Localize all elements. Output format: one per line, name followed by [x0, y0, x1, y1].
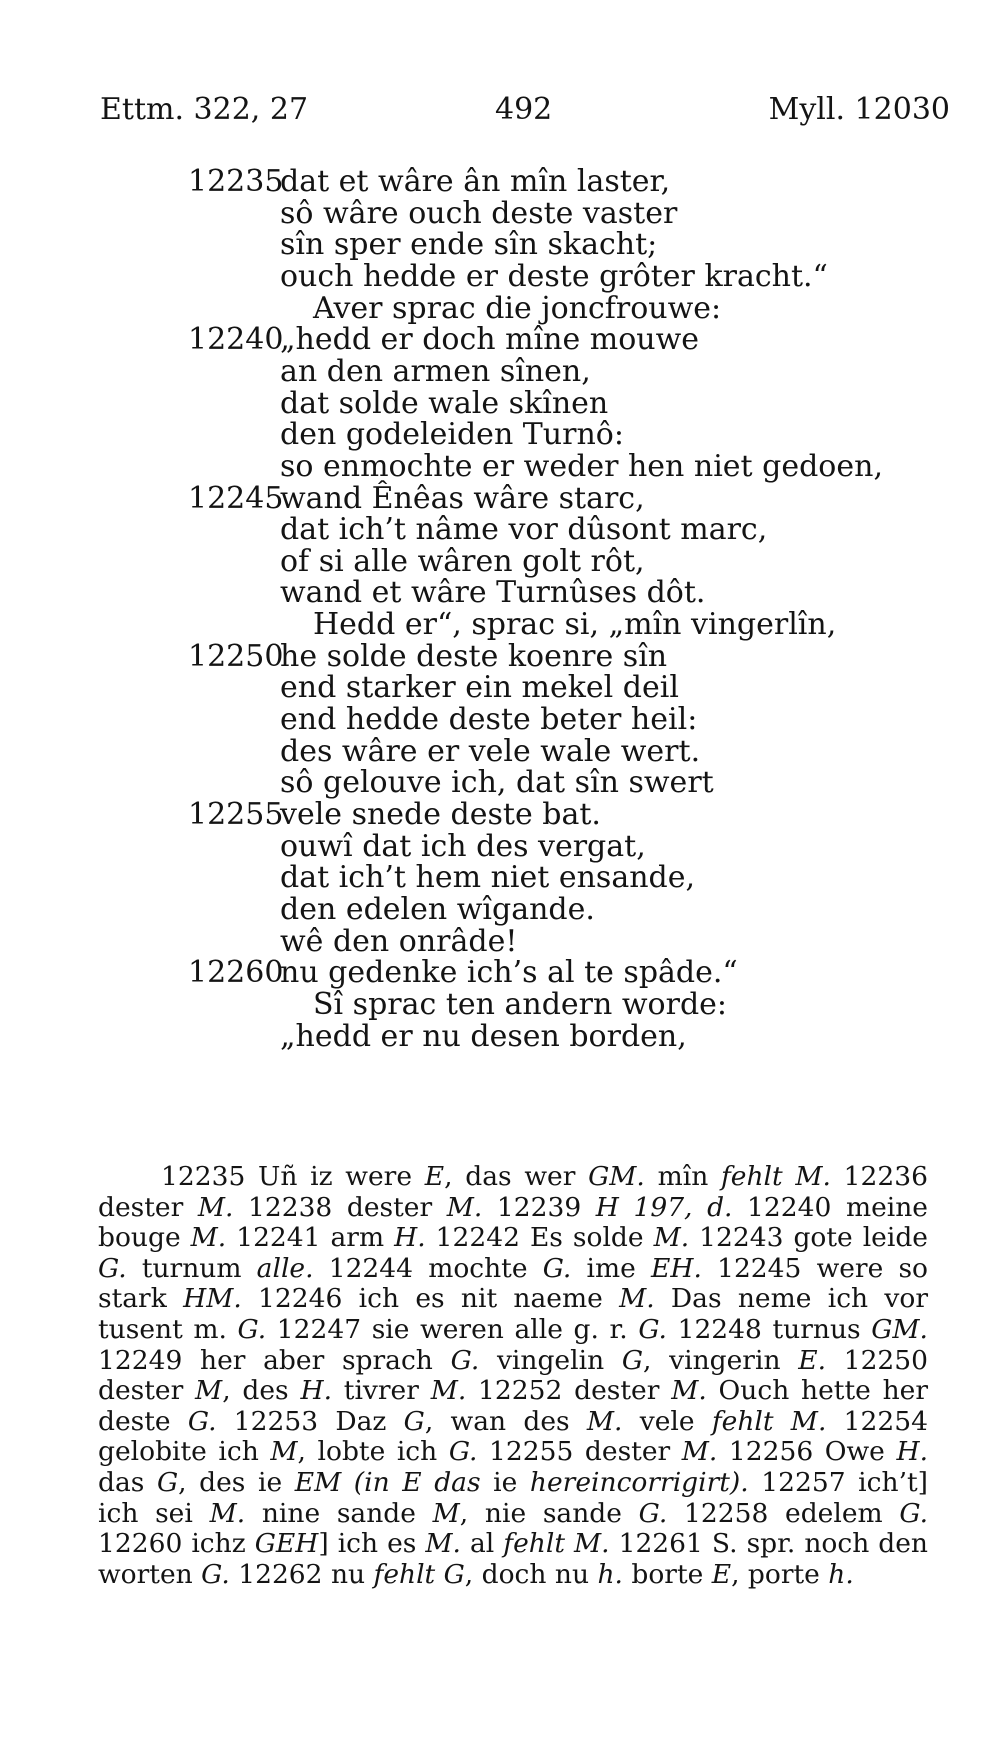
- apparatus-text: vele: [622, 1405, 712, 1437]
- apparatus-text: tivrer: [332, 1375, 431, 1407]
- apparatus-text: 12246 ich es nit naeme: [241, 1283, 620, 1315]
- page-number: 492: [495, 92, 553, 127]
- verse-line: [0, 291, 1000, 326]
- apparatus-siglum: fehlt M.: [503, 1528, 610, 1560]
- verse-line: [0, 734, 1000, 769]
- verse-text: of si alle wâren golt rôt,: [280, 543, 645, 579]
- verse-line: [0, 575, 1000, 610]
- apparatus-siglum: G.: [201, 1558, 230, 1590]
- verse-text: des wâre er vele wale wert.: [280, 733, 701, 769]
- apparatus-text: 12260 ichz: [98, 1528, 255, 1560]
- apparatus-siglum: alle.: [256, 1252, 314, 1284]
- apparatus-text: 12253 Daz: [216, 1405, 404, 1437]
- verse-line: [0, 639, 1000, 674]
- apparatus-text: 12249 her aber sprach: [98, 1344, 451, 1376]
- verse-text: dat et wâre ân mîn laster,: [280, 164, 671, 199]
- apparatus-siglum: E: [424, 1161, 445, 1192]
- apparatus-text: ime: [571, 1252, 652, 1284]
- apparatus-text: , wan des: [424, 1405, 587, 1437]
- verse-line: [0, 924, 1000, 959]
- verse-line: [0, 607, 1000, 642]
- apparatus-siglum: M.: [653, 1222, 690, 1254]
- verse-line: [0, 860, 1000, 895]
- apparatus-text: 12244 mochte: [313, 1252, 543, 1284]
- apparatus-text: vingelin: [479, 1344, 622, 1376]
- apparatus-text: 12256 Owe: [717, 1436, 897, 1468]
- apparatus-siglum: G.: [542, 1252, 572, 1284]
- apparatus-siglum: GM.: [871, 1313, 928, 1345]
- apparatus-siglum: M: [195, 1375, 223, 1407]
- apparatus-text: 12247 sie weren alle g. r.: [266, 1313, 639, 1345]
- apparatus-siglum: H 197, d.: [595, 1191, 733, 1223]
- apparatus-text: mîn: [644, 1161, 721, 1192]
- apparatus-siglum: h.: [597, 1558, 623, 1590]
- verse-text: end starker ein mekel deil: [280, 670, 679, 706]
- apparatus-text: , nie sande: [459, 1497, 639, 1529]
- verse-text: he solde deste koenre sîn: [280, 638, 668, 674]
- verse-line: [0, 797, 1000, 832]
- apparatus-text: , das wer: [444, 1161, 589, 1192]
- verse-line: [0, 829, 1000, 864]
- apparatus-siglum: G: [403, 1405, 425, 1437]
- verse-number: 12235: [188, 164, 284, 199]
- verse-line: [0, 1019, 1000, 1054]
- verse-text: Sî sprac ten andern worde:: [313, 986, 728, 1022]
- apparatus-siglum: G.: [450, 1344, 480, 1376]
- verse-text: ouwî dat ich des vergat,: [280, 828, 646, 864]
- verse-line: [0, 354, 1000, 389]
- apparatus-text: 12258 edelem: [667, 1497, 900, 1529]
- apparatus-siglum: G.: [237, 1313, 267, 1345]
- apparatus-siglum: E.: [798, 1344, 826, 1376]
- apparatus-siglum: M.: [197, 1191, 234, 1223]
- verse-text: dat ich’t hem niet ensande,: [280, 860, 696, 896]
- apparatus-siglum: M: [270, 1436, 298, 1468]
- apparatus-text: borte: [622, 1558, 712, 1590]
- apparatus-text: ] ich es: [318, 1528, 426, 1560]
- verse-text: „hedd er doch mîne mouwe: [280, 322, 700, 358]
- apparatus-siglum: M.: [586, 1405, 623, 1437]
- verse-line: [0, 670, 1000, 705]
- verse-line: [0, 322, 1000, 357]
- apparatus-text: nine sande: [245, 1497, 433, 1529]
- verse-line: [0, 955, 1000, 990]
- verse-line: [0, 196, 1000, 231]
- verse-line: [0, 259, 1000, 294]
- apparatus-text: 12235 Uñ iz were: [161, 1161, 425, 1192]
- apparatus-siglum: M.: [671, 1375, 707, 1407]
- apparatus-text: 12254 gelobite ich: [98, 1405, 928, 1468]
- verse-line: [0, 512, 1000, 547]
- verse-line: [0, 892, 1000, 927]
- verse-text: nu gedenke ich’s al te spâde.“: [280, 955, 738, 991]
- apparatus-siglum: M.: [446, 1191, 483, 1223]
- verse-number: 12250: [188, 638, 284, 674]
- verse-line: [0, 417, 1000, 452]
- verse-text: wand et wâre Turnûses dôt.: [280, 575, 706, 611]
- verse-line: [0, 481, 1000, 516]
- apparatus-siglum: H.: [300, 1375, 332, 1407]
- apparatus-text: 12239: [482, 1191, 596, 1223]
- apparatus-siglum: M: [432, 1497, 460, 1529]
- verse-text: den godeleiden Turnô:: [280, 417, 624, 453]
- verse-text: Hedd er“, sprac si, „mîn vingerlîn,: [313, 607, 837, 643]
- apparatus-siglum: H.: [896, 1436, 928, 1468]
- verse-line: [0, 544, 1000, 579]
- verse-text: sô gelouve ich, dat sîn swert: [280, 765, 714, 801]
- apparatus-siglum: HM.: [183, 1283, 242, 1315]
- verse-text: ouch hedde er deste grôter kracht.“: [280, 258, 828, 294]
- apparatus-text: Das neme ich vor tusent m.: [98, 1283, 928, 1345]
- apparatus-text: , porte: [731, 1558, 829, 1590]
- apparatus-siglum: GM.: [588, 1161, 645, 1192]
- verse-number: 12255: [188, 797, 284, 832]
- apparatus-siglum: M.: [190, 1222, 227, 1254]
- apparatus-text: 12261 S. spr. noch den worten: [98, 1528, 928, 1590]
- apparatus-text: al: [460, 1528, 504, 1560]
- apparatus-siglum: GEH: [254, 1528, 319, 1560]
- apparatus-siglum: G: [156, 1466, 179, 1498]
- apparatus-text: , des ie: [178, 1466, 295, 1498]
- verse-text: „hedd er nu desen borden,: [280, 1018, 687, 1054]
- apparatus-text: 12248 turnus: [666, 1313, 872, 1345]
- apparatus-siglum: fehlt G: [373, 1558, 465, 1590]
- apparatus-text: 12240 meine bouge: [98, 1191, 928, 1254]
- critical-apparatus: [98, 1162, 928, 1590]
- apparatus-siglum: M.: [681, 1436, 718, 1468]
- verse-text: wê den onrâde!: [280, 923, 518, 959]
- apparatus-siglum: M.: [619, 1283, 655, 1315]
- apparatus-text: 12242 Es solde: [425, 1222, 654, 1254]
- header-right-reference: Myll. 12030: [768, 92, 950, 127]
- apparatus-siglum: h.: [828, 1558, 854, 1590]
- verse-line: [0, 164, 1000, 199]
- apparatus-text: Ouch hette her deste: [98, 1375, 928, 1437]
- verse-text: vele snede deste bat.: [280, 797, 601, 832]
- apparatus-text: , doch nu: [464, 1558, 598, 1590]
- verse-line: [0, 227, 1000, 262]
- apparatus-siglum: M.: [425, 1528, 461, 1560]
- apparatus-text: ie: [480, 1466, 530, 1498]
- verse-text: Aver sprac die joncfrouwe:: [313, 290, 722, 326]
- apparatus-siglum: fehlt M.: [720, 1161, 831, 1192]
- apparatus-siglum: EM (in E das: [294, 1466, 481, 1498]
- apparatus-siglum: fehlt M.: [711, 1405, 827, 1437]
- apparatus-text: 12236 dester: [98, 1161, 928, 1223]
- apparatus-text: 12250 dester: [98, 1344, 929, 1407]
- verse-text: end hedde deste beter heil:: [280, 702, 698, 738]
- apparatus-siglum: M.: [209, 1497, 246, 1529]
- apparatus-text: 12243 gote leide: [689, 1222, 928, 1254]
- apparatus-siglum: G.: [448, 1436, 478, 1468]
- verse-text: sô wâre ouch deste vaster: [280, 195, 678, 231]
- verse-text: so enmochte er weder hen niet gedoen,: [280, 448, 883, 484]
- apparatus-text: , vingerin: [643, 1344, 799, 1376]
- verse-text: dat ich’t nâme vor dûsont marc,: [280, 512, 768, 548]
- apparatus-siglum: G.: [638, 1313, 667, 1345]
- apparatus-text: , des: [222, 1375, 301, 1407]
- apparatus-siglum: G: [621, 1344, 644, 1376]
- verse-line: [0, 386, 1000, 421]
- verse-line: [0, 702, 1000, 737]
- apparatus-text: 12238 dester: [233, 1191, 447, 1223]
- verse-line: [0, 987, 1000, 1022]
- apparatus-siglum: M.: [430, 1375, 467, 1407]
- verse-text: wand Ênêas wâre starc,: [280, 480, 645, 516]
- apparatus-siglum: hereincorrigirt).: [529, 1466, 749, 1498]
- verse-number: 12245: [188, 480, 284, 516]
- verse-number: 12240: [188, 322, 284, 358]
- verse-line: [0, 765, 1000, 800]
- header-left-reference: Ettm. 322, 27: [100, 92, 309, 127]
- verse-line: [0, 449, 1000, 484]
- verse-text: den edelen wîgande.: [280, 891, 595, 927]
- apparatus-text: 12255 dester: [477, 1436, 682, 1468]
- apparatus-siglum: G.: [899, 1497, 928, 1529]
- apparatus-text: 12245 were so stark: [98, 1252, 929, 1315]
- running-header: [100, 92, 950, 132]
- apparatus-siglum: G.: [187, 1405, 217, 1437]
- apparatus-text: das: [98, 1466, 157, 1498]
- apparatus-paragraph: [98, 1162, 928, 1590]
- apparatus-siglum: H.: [394, 1222, 426, 1254]
- apparatus-text: 12262 nu: [229, 1558, 374, 1590]
- verse-text: dat solde wale skînen: [280, 385, 609, 421]
- apparatus-siglum: EH.: [651, 1252, 702, 1284]
- apparatus-text: 12252 dester: [466, 1375, 672, 1407]
- apparatus-siglum: G.: [98, 1252, 127, 1284]
- apparatus-text: turnum: [126, 1252, 257, 1284]
- verse-text: an den armen sînen,: [280, 353, 591, 389]
- verse-number: 12260: [188, 955, 284, 991]
- apparatus-siglum: G.: [638, 1497, 668, 1529]
- apparatus-text: 12257 ich’t] ich sei: [98, 1466, 928, 1529]
- verse-text: sîn sper ende sîn skacht;: [280, 227, 658, 263]
- apparatus-siglum: E: [711, 1558, 732, 1590]
- apparatus-text: , lobte ich: [297, 1436, 449, 1468]
- apparatus-text: 12241 arm: [226, 1222, 395, 1254]
